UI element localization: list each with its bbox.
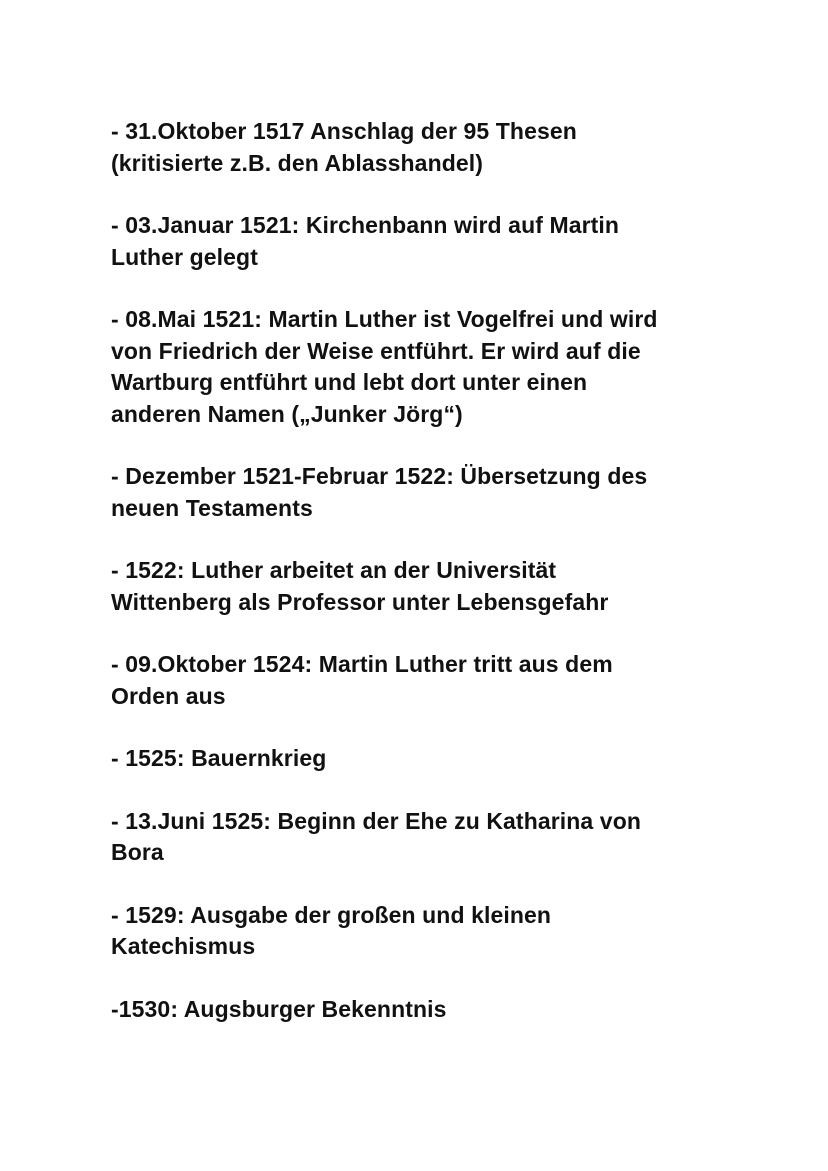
timeline-entry-1521-translation: - Dezember 1521-Februar 1522: Übersetzung des neuen Testaments <box>111 463 648 521</box>
timeline-entry-1521-ban: - 03.Januar 1521: Kirchenbann wird auf Martin Luther gelegt <box>111 212 620 270</box>
timeline-entry-1529-catechism: - 1529: Ausgabe der großen und kleinen Katechismus <box>111 901 552 959</box>
timeline-entry-1522-professor: - 1522: Luther arbeitet an der Universität Wittenberg als Professor unter Lebensgefahr <box>111 557 609 615</box>
timeline-entry-1525-peasants-war: - 1525: Bauernkrieg <box>111 745 327 771</box>
timeline-entry-1530-confession: -1530: Augsburger Bekenntnis <box>111 995 447 1022</box>
timeline-entry-1524-order: - 09.Oktober 1524: Martin Luther tritt aus dem Orden aus <box>111 651 613 709</box>
timeline-document <box>111 116 751 1025</box>
timeline-entry-1521-outlaw: - 08.Mai 1521: Martin Luther ist Vogelfrei und wird von Friedrich der Weise entführt. Er wird auf die Wartburg entführt und lebt dort unter einen anderen Namen („Junker Jörg“) <box>111 306 658 427</box>
timeline-entry-1525-marriage: - 13.Juni 1525: Beginn der Ehe zu Katharina von Bora <box>111 807 641 865</box>
timeline-entry-1517-theses: - 31.Oktober 1517 Anschlag der 95 Thesen (kritisierte z.B. den Ablasshandel) <box>111 118 577 176</box>
